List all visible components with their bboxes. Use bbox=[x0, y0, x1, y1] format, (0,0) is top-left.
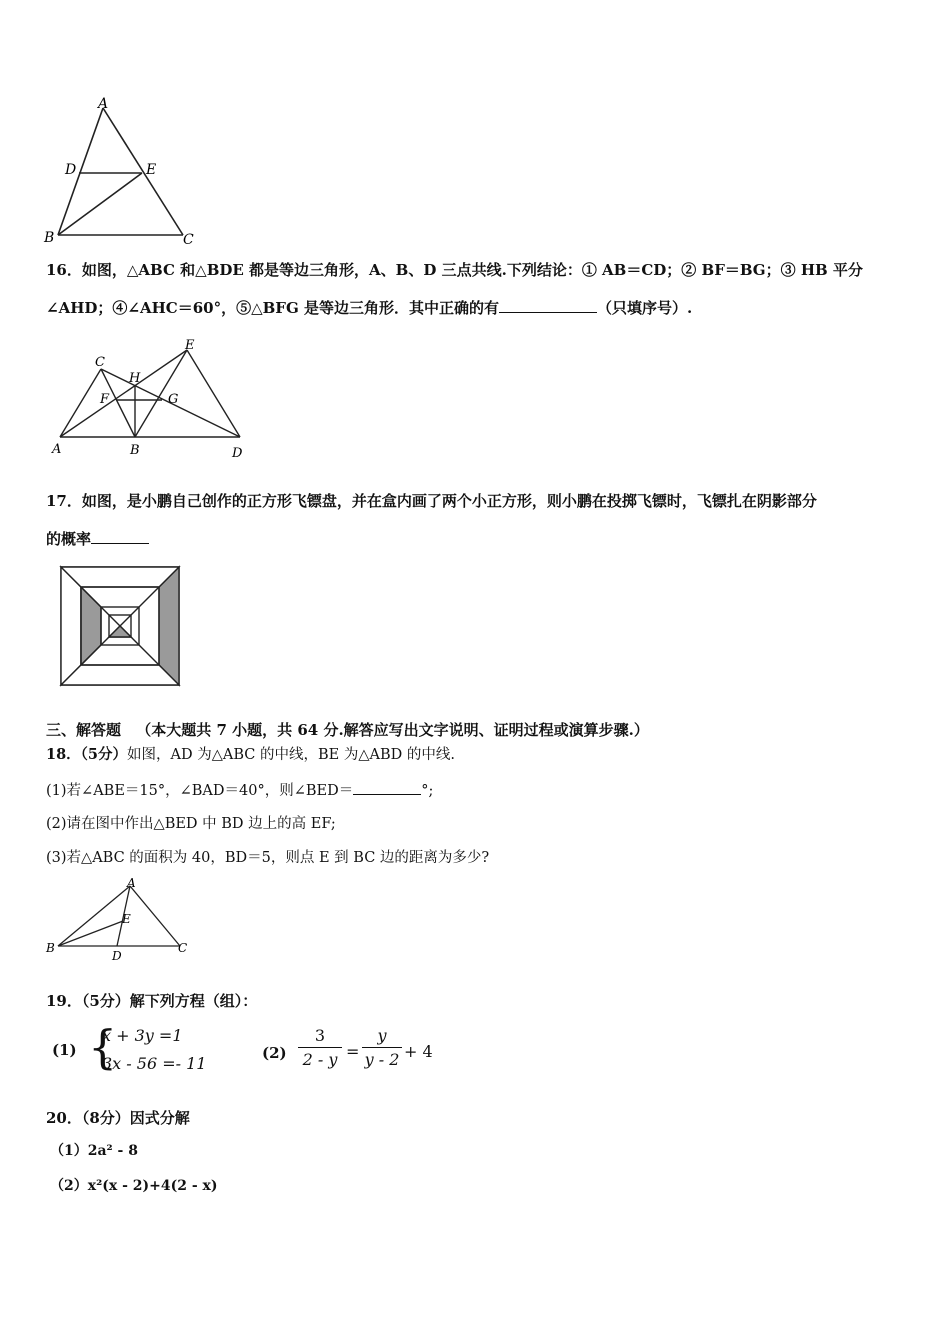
side-ac bbox=[103, 108, 183, 235]
section-3-heading: 三、解答题 （本大题共 7 小题，共 64 分.解答应写出文字说明、证明过程或演算步骤.） bbox=[46, 721, 649, 739]
question-16-line1: 16．如图，△ABC 和△BDE 都是等边三角形，A、B、D 三点共线.下列结论：① AB＝CD；② BF＝BG；③ HB 平分 bbox=[46, 261, 863, 279]
answer-blank-16[interactable] bbox=[499, 298, 597, 313]
question-20-part1: （1）2a² - 8 bbox=[50, 1143, 138, 1159]
label-c: C bbox=[95, 355, 105, 370]
question-18-part1: (1)若∠ABE＝15°，∠BAD＝40°，则∠BED＝ °; bbox=[46, 780, 433, 801]
label-e: E bbox=[122, 912, 131, 926]
triangle-figure-q18 bbox=[42, 876, 202, 966]
label-g: G bbox=[168, 392, 179, 407]
question-18-part2: (2)请在图中作出△BED 中 BD 边上的高 EF; bbox=[46, 816, 336, 832]
label-c: C bbox=[178, 941, 188, 955]
label-h: H bbox=[129, 371, 141, 386]
label-d: D bbox=[232, 446, 243, 461]
question-18-part3: (3)若△ABC 的面积为 40，BD＝5，则点 E 到 BC 边的距离为多少? bbox=[46, 850, 490, 866]
label-e: E bbox=[185, 338, 195, 353]
label-f: F bbox=[100, 392, 110, 407]
triangle-figure-q15 bbox=[40, 92, 210, 252]
label-d: D bbox=[65, 162, 77, 178]
label-b: B bbox=[46, 941, 55, 955]
answer-blank-18[interactable] bbox=[353, 780, 421, 795]
question-17-line1: 17．如图，是小鹏自己创作的正方形飞镖盘，并在盒内画了两个小正方形，则小鹏在投掷飞镖时，飞镖扎在阴影部分 bbox=[46, 492, 817, 510]
answer-blank-17[interactable] bbox=[91, 529, 149, 544]
question-18-stem: 18．（5分）如图，AD 为△ABC 的中线，BE 为△ABD 的中线. bbox=[46, 746, 455, 763]
question-20-title: 20．（8分）因式分解 bbox=[46, 1109, 190, 1127]
question-20-part2: （2）x²(x - 2)+4(2 - x) bbox=[50, 1178, 218, 1194]
dartboard-figure-q17 bbox=[56, 563, 186, 691]
label-b: B bbox=[130, 443, 140, 458]
equilateral-triangles-figure-q16 bbox=[44, 336, 254, 466]
question-17-line2: 的概率 bbox=[46, 529, 149, 549]
label-a: A bbox=[52, 442, 62, 457]
label-b: B bbox=[44, 230, 55, 246]
label-d: D bbox=[112, 949, 122, 963]
segment-be bbox=[58, 173, 142, 235]
brace-icon: { bbox=[88, 1020, 118, 1074]
label-c: C bbox=[183, 232, 194, 248]
label-a: A bbox=[127, 876, 136, 890]
question-19-title: 19．（5分）解下列方程（组）： bbox=[46, 992, 258, 1010]
equation-2: (2) 3 2 - y = y y - 2 + 4 bbox=[262, 1026, 433, 1069]
question-16-line2: ∠AHD；④∠AHC＝60°，⑤△BFG 是等边三角形．其中正确的有 （只填序号）. bbox=[46, 299, 693, 317]
equation-system-1: (1) { x + 3y =1 3x - 56 =- 11 bbox=[52, 1020, 207, 1074]
label-a: A bbox=[98, 96, 109, 112]
label-e: E bbox=[146, 162, 157, 178]
